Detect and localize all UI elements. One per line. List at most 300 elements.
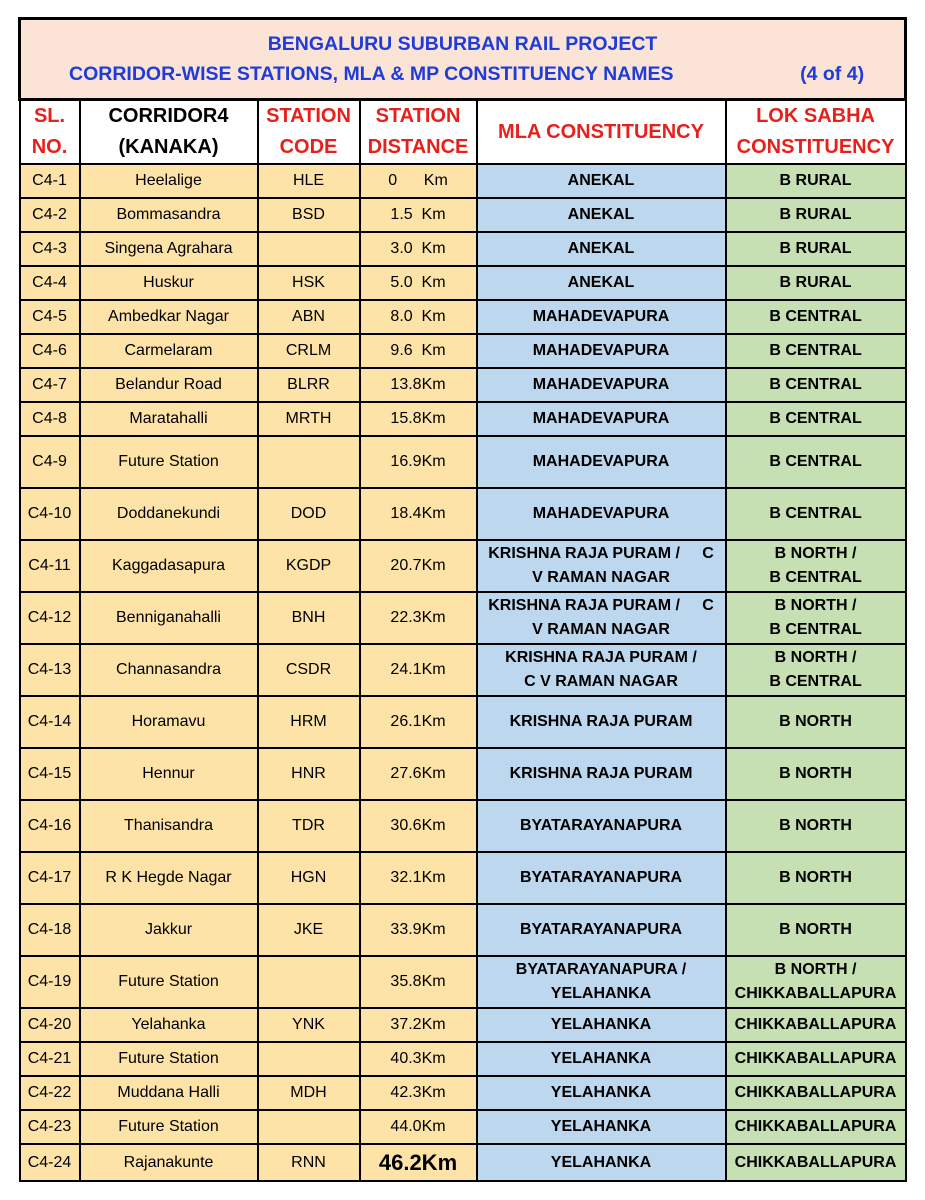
station-distance-text: 40.3Km [390, 1050, 446, 1067]
cell-station-name [80, 1110, 258, 1144]
sl-no-text: C4-13 [27, 661, 72, 678]
cell-station-distance [360, 644, 477, 696]
cell-mla-constituency [477, 1110, 726, 1144]
station-name-text: Rajanakunte [123, 1153, 214, 1171]
station-distance-text: 46.2Km [378, 1149, 458, 1175]
station-name-text: Channasandra [116, 661, 221, 678]
cell-sl-no [20, 368, 80, 402]
station-name-text: Ambedkar Nagar [108, 308, 229, 325]
header-mla-line: MLA CONSTITUENCY [498, 120, 704, 143]
cell-station-distance [360, 748, 477, 800]
mla-constituency-text-line2: C V RAMAN NAGAR [524, 673, 678, 690]
sl-no-text: C4-11 [28, 557, 71, 574]
sl-no-text: C4-5 [32, 308, 67, 325]
header-corridor-line1: CORRIDOR4 [108, 105, 229, 127]
cell-station-distance [360, 300, 477, 334]
lok-sabha-text: B CENTRAL [769, 505, 862, 522]
mla-constituency-text: YELAHANKA [550, 1118, 652, 1135]
station-code-text: HNR [291, 765, 326, 782]
lok-sabha-text: B NORTH / [774, 961, 857, 978]
sl-no-text: C4-14 [27, 713, 72, 730]
table-row [20, 696, 906, 748]
cell-lok-sabha-constituency [726, 1110, 906, 1144]
station-name-text: Future Station [118, 973, 219, 990]
header-station-code [258, 100, 360, 165]
page-indicator: (4 of 4) [800, 63, 865, 85]
header-station-distance [360, 100, 477, 165]
cell-mla-constituency [477, 368, 726, 402]
table-row [20, 800, 906, 852]
cell-station-name [80, 266, 258, 300]
sl-no-text: C4-19 [27, 973, 72, 990]
cell-mla-constituency [477, 852, 726, 904]
lok-sabha-text: B CENTRAL [769, 453, 862, 470]
cell-station-distance [360, 696, 477, 748]
table-row [20, 644, 906, 696]
mla-constituency-text: YELAHANKA [550, 1016, 652, 1033]
header-code-line1: STATION [266, 105, 351, 127]
cell-mla-constituency [477, 1042, 726, 1076]
cell-lok-sabha-constituency [726, 540, 906, 592]
station-name-text: Doddanekundi [116, 505, 221, 522]
lok-sabha-text: B NORTH [779, 869, 852, 886]
table-row [20, 904, 906, 956]
table-row [20, 956, 906, 1008]
table-row [20, 368, 906, 402]
cell-mla-constituency [477, 904, 726, 956]
station-code-text: DOD [290, 505, 327, 522]
station-distance-text: 24.1Km [390, 661, 446, 678]
cell-station-distance [360, 1110, 477, 1144]
cell-station-distance [360, 488, 477, 540]
table-row [20, 748, 906, 800]
mla-constituency-text: KRISHNA RAJA PURAM / C [488, 545, 714, 562]
table-row [20, 198, 906, 232]
cell-station-name [80, 904, 258, 956]
station-distance-text: 32.1Km [390, 869, 446, 886]
header-sl-line2: NO. [31, 136, 68, 158]
cell-station-name [80, 488, 258, 540]
stations-table [18, 17, 907, 1182]
mla-constituency-text-line2: V RAMAN NAGAR [532, 569, 670, 586]
cell-station-distance [360, 368, 477, 402]
station-distance-text: 3.0 Km [390, 240, 446, 257]
lok-sabha-text: B RURAL [779, 172, 852, 189]
cell-station-code [258, 232, 360, 266]
lok-sabha-text-line2: B CENTRAL [769, 569, 862, 586]
mla-constituency-text: KRISHNA RAJA PURAM / [505, 649, 697, 666]
lok-sabha-text: B CENTRAL [769, 376, 862, 393]
cell-lok-sabha-constituency [726, 956, 906, 1008]
header-dist-line1: STATION [375, 105, 461, 127]
cell-station-code [258, 956, 360, 1008]
cell-sl-no [20, 644, 80, 696]
sl-no-text: C4-24 [27, 1153, 72, 1171]
table-row [20, 300, 906, 334]
cell-station-name [80, 696, 258, 748]
cell-station-code [258, 592, 360, 644]
cell-station-code [258, 1008, 360, 1042]
cell-station-name [80, 436, 258, 488]
cell-sl-no [20, 1042, 80, 1076]
station-name-text: Bommasandra [116, 206, 221, 223]
cell-station-name [80, 1144, 258, 1181]
cell-station-code [258, 1076, 360, 1110]
lok-sabha-text: B NORTH [779, 713, 852, 730]
cell-lok-sabha-constituency [726, 696, 906, 748]
cell-station-name [80, 232, 258, 266]
cell-station-code [258, 436, 360, 488]
station-distance-text: 15.8Km [390, 410, 446, 427]
station-code-text: HRM [290, 713, 327, 730]
lok-sabha-text: B RURAL [779, 206, 852, 223]
cell-station-name [80, 852, 258, 904]
cell-sl-no [20, 164, 80, 198]
sl-no-text: C4-2 [32, 206, 67, 223]
table-row [20, 164, 906, 198]
sl-no-text: C4-12 [27, 609, 72, 626]
cell-station-code [258, 198, 360, 232]
cell-station-code [258, 164, 360, 198]
lok-sabha-text-line2: B CENTRAL [769, 673, 862, 690]
cell-lok-sabha-constituency [726, 334, 906, 368]
station-code-text: CRLM [285, 342, 332, 359]
station-distance-text: 5.0 Km [390, 274, 446, 291]
sl-no-text: C4-17 [27, 869, 72, 886]
lok-sabha-text: B NORTH / [774, 649, 857, 666]
mla-constituency-text: BYATARAYANAPURA / [515, 961, 687, 978]
cell-mla-constituency [477, 748, 726, 800]
header-ls-line2: CONSTITUENCY [736, 136, 895, 158]
lok-sabha-text: CHIKKABALLAPURA [734, 1118, 897, 1135]
header-mla-constituency [477, 100, 726, 165]
mla-constituency-text: KRISHNA RAJA PURAM [509, 765, 693, 782]
mla-constituency-text: BYATARAYANAPURA [519, 869, 683, 886]
sl-no-text: C4-10 [27, 505, 72, 522]
cell-mla-constituency [477, 266, 726, 300]
station-name-text: Maratahalli [129, 410, 208, 427]
station-distance-text: 35.8Km [390, 973, 446, 990]
title-line-2: CORRIDOR-WISE STATIONS, MLA & MP CONSTITUENCY NAMES [69, 63, 674, 85]
title-line-1: BENGALURU SUBURBAN RAIL PROJECT [267, 33, 658, 55]
table-row [20, 1144, 906, 1181]
sl-no-text: C4-6 [32, 342, 67, 359]
station-distance-text: 1.5 Km [390, 206, 446, 223]
sl-no-text: C4-4 [32, 274, 67, 291]
sl-no-text: C4-9 [32, 453, 67, 470]
cell-station-distance [360, 956, 477, 1008]
cell-station-name [80, 1042, 258, 1076]
cell-station-distance [360, 1144, 477, 1181]
mla-constituency-text: MAHADEVAPURA [532, 410, 670, 427]
mla-constituency-text: ANEKAL [567, 172, 635, 189]
cell-sl-no [20, 1144, 80, 1181]
cell-mla-constituency [477, 164, 726, 198]
header-row [20, 100, 906, 165]
mla-constituency-text: YELAHANKA [550, 1050, 652, 1067]
table-row [20, 436, 906, 488]
table-row [20, 540, 906, 592]
table-row [20, 592, 906, 644]
station-code-text: BSD [292, 206, 325, 223]
mla-constituency-text: MAHADEVAPURA [532, 376, 670, 393]
cell-station-distance [360, 1008, 477, 1042]
cell-mla-constituency [477, 800, 726, 852]
station-distance-text: 33.9Km [390, 921, 446, 938]
sl-no-text: C4-16 [27, 817, 72, 834]
cell-lok-sabha-constituency [726, 1144, 906, 1181]
station-distance-text: 0 Km [388, 172, 448, 189]
cell-lok-sabha-constituency [726, 748, 906, 800]
table-row [20, 334, 906, 368]
sl-no-text: C4-7 [32, 376, 67, 393]
station-distance-text: 30.6Km [390, 817, 446, 834]
cell-station-code [258, 1144, 360, 1181]
station-distance-text: 18.4Km [390, 505, 446, 522]
mla-constituency-text: KRISHNA RAJA PURAM [509, 713, 693, 730]
cell-station-name [80, 402, 258, 436]
lok-sabha-text: B NORTH [779, 817, 852, 834]
cell-station-distance [360, 800, 477, 852]
cell-sl-no [20, 852, 80, 904]
station-distance-text: 16.9Km [390, 453, 446, 470]
cell-sl-no [20, 334, 80, 368]
cell-station-code [258, 300, 360, 334]
title-banner [20, 19, 906, 100]
cell-station-code [258, 696, 360, 748]
cell-station-name [80, 198, 258, 232]
cell-lok-sabha-constituency [726, 402, 906, 436]
cell-station-code [258, 540, 360, 592]
station-code-text: TDR [292, 817, 325, 834]
cell-sl-no [20, 1008, 80, 1042]
station-name-text: Singena Agrahara [104, 240, 233, 257]
lok-sabha-text: B NORTH [779, 921, 852, 938]
cell-mla-constituency [477, 1076, 726, 1110]
cell-lok-sabha-constituency [726, 644, 906, 696]
lok-sabha-text: B RURAL [779, 274, 852, 291]
table-row [20, 1042, 906, 1076]
station-name-text: Jakkur [144, 921, 193, 938]
station-name-text: Belandur Road [115, 376, 222, 393]
station-code-text: ABN [292, 308, 325, 325]
cell-lok-sabha-constituency [726, 1042, 906, 1076]
station-code-text: MDH [290, 1084, 327, 1101]
station-code-text: JKE [293, 921, 324, 938]
station-distance-text: 9.6 Km [390, 342, 446, 359]
station-distance-text: 42.3Km [390, 1084, 446, 1101]
header-lok-sabha [726, 100, 906, 165]
table-row [20, 1008, 906, 1042]
station-name-text: R K Hegde Nagar [105, 869, 232, 886]
cell-sl-no [20, 436, 80, 488]
sl-no-text: C4-22 [27, 1084, 72, 1101]
title-line-2-row [31, 59, 894, 89]
sl-no-text: C4-8 [32, 410, 67, 427]
station-name-text: Horamavu [131, 713, 206, 730]
station-distance-text: 22.3Km [390, 609, 446, 626]
cell-station-distance [360, 266, 477, 300]
station-code-text: MRTH [285, 410, 332, 427]
cell-mla-constituency [477, 300, 726, 334]
station-code-text: KGDP [285, 557, 332, 574]
lok-sabha-text-line2: CHIKKABALLAPURA [734, 985, 897, 1002]
station-distance-text: 8.0 Km [390, 308, 446, 325]
lok-sabha-text: CHIKKABALLAPURA [734, 1016, 897, 1033]
cell-mla-constituency [477, 592, 726, 644]
table-row [20, 402, 906, 436]
lok-sabha-text: B CENTRAL [769, 410, 862, 427]
cell-sl-no [20, 198, 80, 232]
table-row [20, 1110, 906, 1144]
cell-station-distance [360, 904, 477, 956]
station-code-text: HLE [292, 172, 325, 189]
sl-no-text: C4-23 [27, 1118, 72, 1135]
header-code-line2: CODE [279, 136, 338, 158]
sl-no-text: C4-15 [27, 765, 72, 782]
lok-sabha-text: B NORTH / [774, 545, 857, 562]
cell-mla-constituency [477, 1008, 726, 1042]
cell-station-name [80, 334, 258, 368]
mla-constituency-text: YELAHANKA [550, 1084, 652, 1101]
cell-lok-sabha-constituency [726, 852, 906, 904]
station-name-text: Hennur [142, 765, 195, 782]
header-sl-line1: SL. [33, 105, 66, 127]
mla-constituency-text: MAHADEVAPURA [532, 342, 670, 359]
mla-constituency-text: YELAHANKA [550, 1153, 652, 1171]
cell-sl-no [20, 904, 80, 956]
cell-sl-no [20, 800, 80, 852]
cell-lok-sabha-constituency [726, 198, 906, 232]
cell-station-distance [360, 198, 477, 232]
cell-lok-sabha-constituency [726, 164, 906, 198]
cell-station-name [80, 592, 258, 644]
cell-sl-no [20, 1076, 80, 1110]
lok-sabha-text: B CENTRAL [769, 308, 862, 325]
header-sl-no [20, 100, 80, 165]
lok-sabha-text-line2: B CENTRAL [769, 621, 862, 638]
cell-station-code [258, 334, 360, 368]
lok-sabha-text: CHIKKABALLAPURA [734, 1050, 897, 1067]
stations-sheet [18, 17, 904, 1182]
cell-lok-sabha-constituency [726, 1076, 906, 1110]
cell-mla-constituency [477, 1144, 726, 1181]
cell-lok-sabha-constituency [726, 592, 906, 644]
station-name-text: Kaggadasapura [112, 557, 225, 574]
sl-no-text: C4-3 [32, 240, 67, 257]
cell-station-name [80, 644, 258, 696]
cell-station-distance [360, 164, 477, 198]
cell-lok-sabha-constituency [726, 232, 906, 266]
header-corridor [80, 100, 258, 165]
cell-station-distance [360, 540, 477, 592]
cell-sl-no [20, 748, 80, 800]
cell-mla-constituency [477, 696, 726, 748]
cell-station-code [258, 644, 360, 696]
cell-station-code [258, 488, 360, 540]
table-row [20, 232, 906, 266]
header-dist-line2: DISTANCE [367, 136, 469, 158]
mla-constituency-text: MAHADEVAPURA [532, 453, 670, 470]
station-code-text: BNH [291, 609, 326, 626]
lok-sabha-text: B NORTH / [774, 597, 857, 614]
cell-lok-sabha-constituency [726, 904, 906, 956]
cell-sl-no [20, 956, 80, 1008]
lok-sabha-text: CHIKKABALLAPURA [734, 1084, 897, 1101]
station-code-text: HSK [292, 274, 325, 291]
mla-constituency-text-line2: YELAHANKA [550, 985, 652, 1002]
table-row [20, 266, 906, 300]
cell-lok-sabha-constituency [726, 436, 906, 488]
cell-mla-constituency [477, 334, 726, 368]
station-name-text: Carmelaram [124, 342, 213, 359]
station-distance-text: 27.6Km [390, 765, 446, 782]
mla-constituency-text: MAHADEVAPURA [532, 308, 670, 325]
station-distance-text: 44.0Km [390, 1118, 446, 1135]
mla-constituency-text-line2: V RAMAN NAGAR [532, 621, 670, 638]
cell-station-code [258, 852, 360, 904]
mla-constituency-text: ANEKAL [567, 206, 635, 223]
station-code-text: RNN [291, 1153, 326, 1171]
station-code-text: YNK [292, 1016, 325, 1033]
station-name-text: Yelahanka [131, 1016, 206, 1033]
cell-lok-sabha-constituency [726, 300, 906, 334]
cell-station-distance [360, 436, 477, 488]
cell-lok-sabha-constituency [726, 368, 906, 402]
sl-no-text: C4-1 [32, 172, 67, 189]
table-row [20, 852, 906, 904]
table-row [20, 1076, 906, 1110]
cell-station-name [80, 164, 258, 198]
cell-sl-no [20, 696, 80, 748]
cell-station-name [80, 300, 258, 334]
cell-station-code [258, 904, 360, 956]
mla-constituency-text: ANEKAL [567, 274, 635, 291]
header-corridor-line2: (KANAKA) [118, 136, 219, 158]
mla-constituency-text: KRISHNA RAJA PURAM / C [488, 597, 714, 614]
cell-lok-sabha-constituency [726, 800, 906, 852]
cell-station-code [258, 800, 360, 852]
cell-mla-constituency [477, 198, 726, 232]
cell-sl-no [20, 402, 80, 436]
sl-no-text: C4-21 [27, 1050, 72, 1067]
mla-constituency-text: BYATARAYANAPURA [519, 921, 683, 938]
lok-sabha-text: B RURAL [779, 240, 852, 257]
station-distance-text: 20.7Km [390, 557, 446, 574]
table-row [20, 488, 906, 540]
station-name-text: Future Station [118, 1050, 219, 1067]
cell-sl-no [20, 540, 80, 592]
cell-mla-constituency [477, 540, 726, 592]
station-name-text: Muddana Halli [117, 1084, 220, 1101]
sl-no-text: C4-18 [27, 921, 72, 938]
cell-station-distance [360, 402, 477, 436]
cell-station-code [258, 402, 360, 436]
cell-mla-constituency [477, 644, 726, 696]
cell-station-distance [360, 1042, 477, 1076]
cell-station-code [258, 1042, 360, 1076]
cell-station-name [80, 800, 258, 852]
cell-sl-no [20, 266, 80, 300]
station-name-text: Huskur [143, 274, 194, 291]
mla-constituency-text: MAHADEVAPURA [532, 505, 670, 522]
cell-station-distance [360, 1076, 477, 1110]
cell-station-name [80, 1008, 258, 1042]
station-code-text: CSDR [285, 661, 332, 678]
cell-station-distance [360, 334, 477, 368]
header-ls-line1: LOK SABHA [756, 105, 875, 127]
cell-sl-no [20, 1110, 80, 1144]
